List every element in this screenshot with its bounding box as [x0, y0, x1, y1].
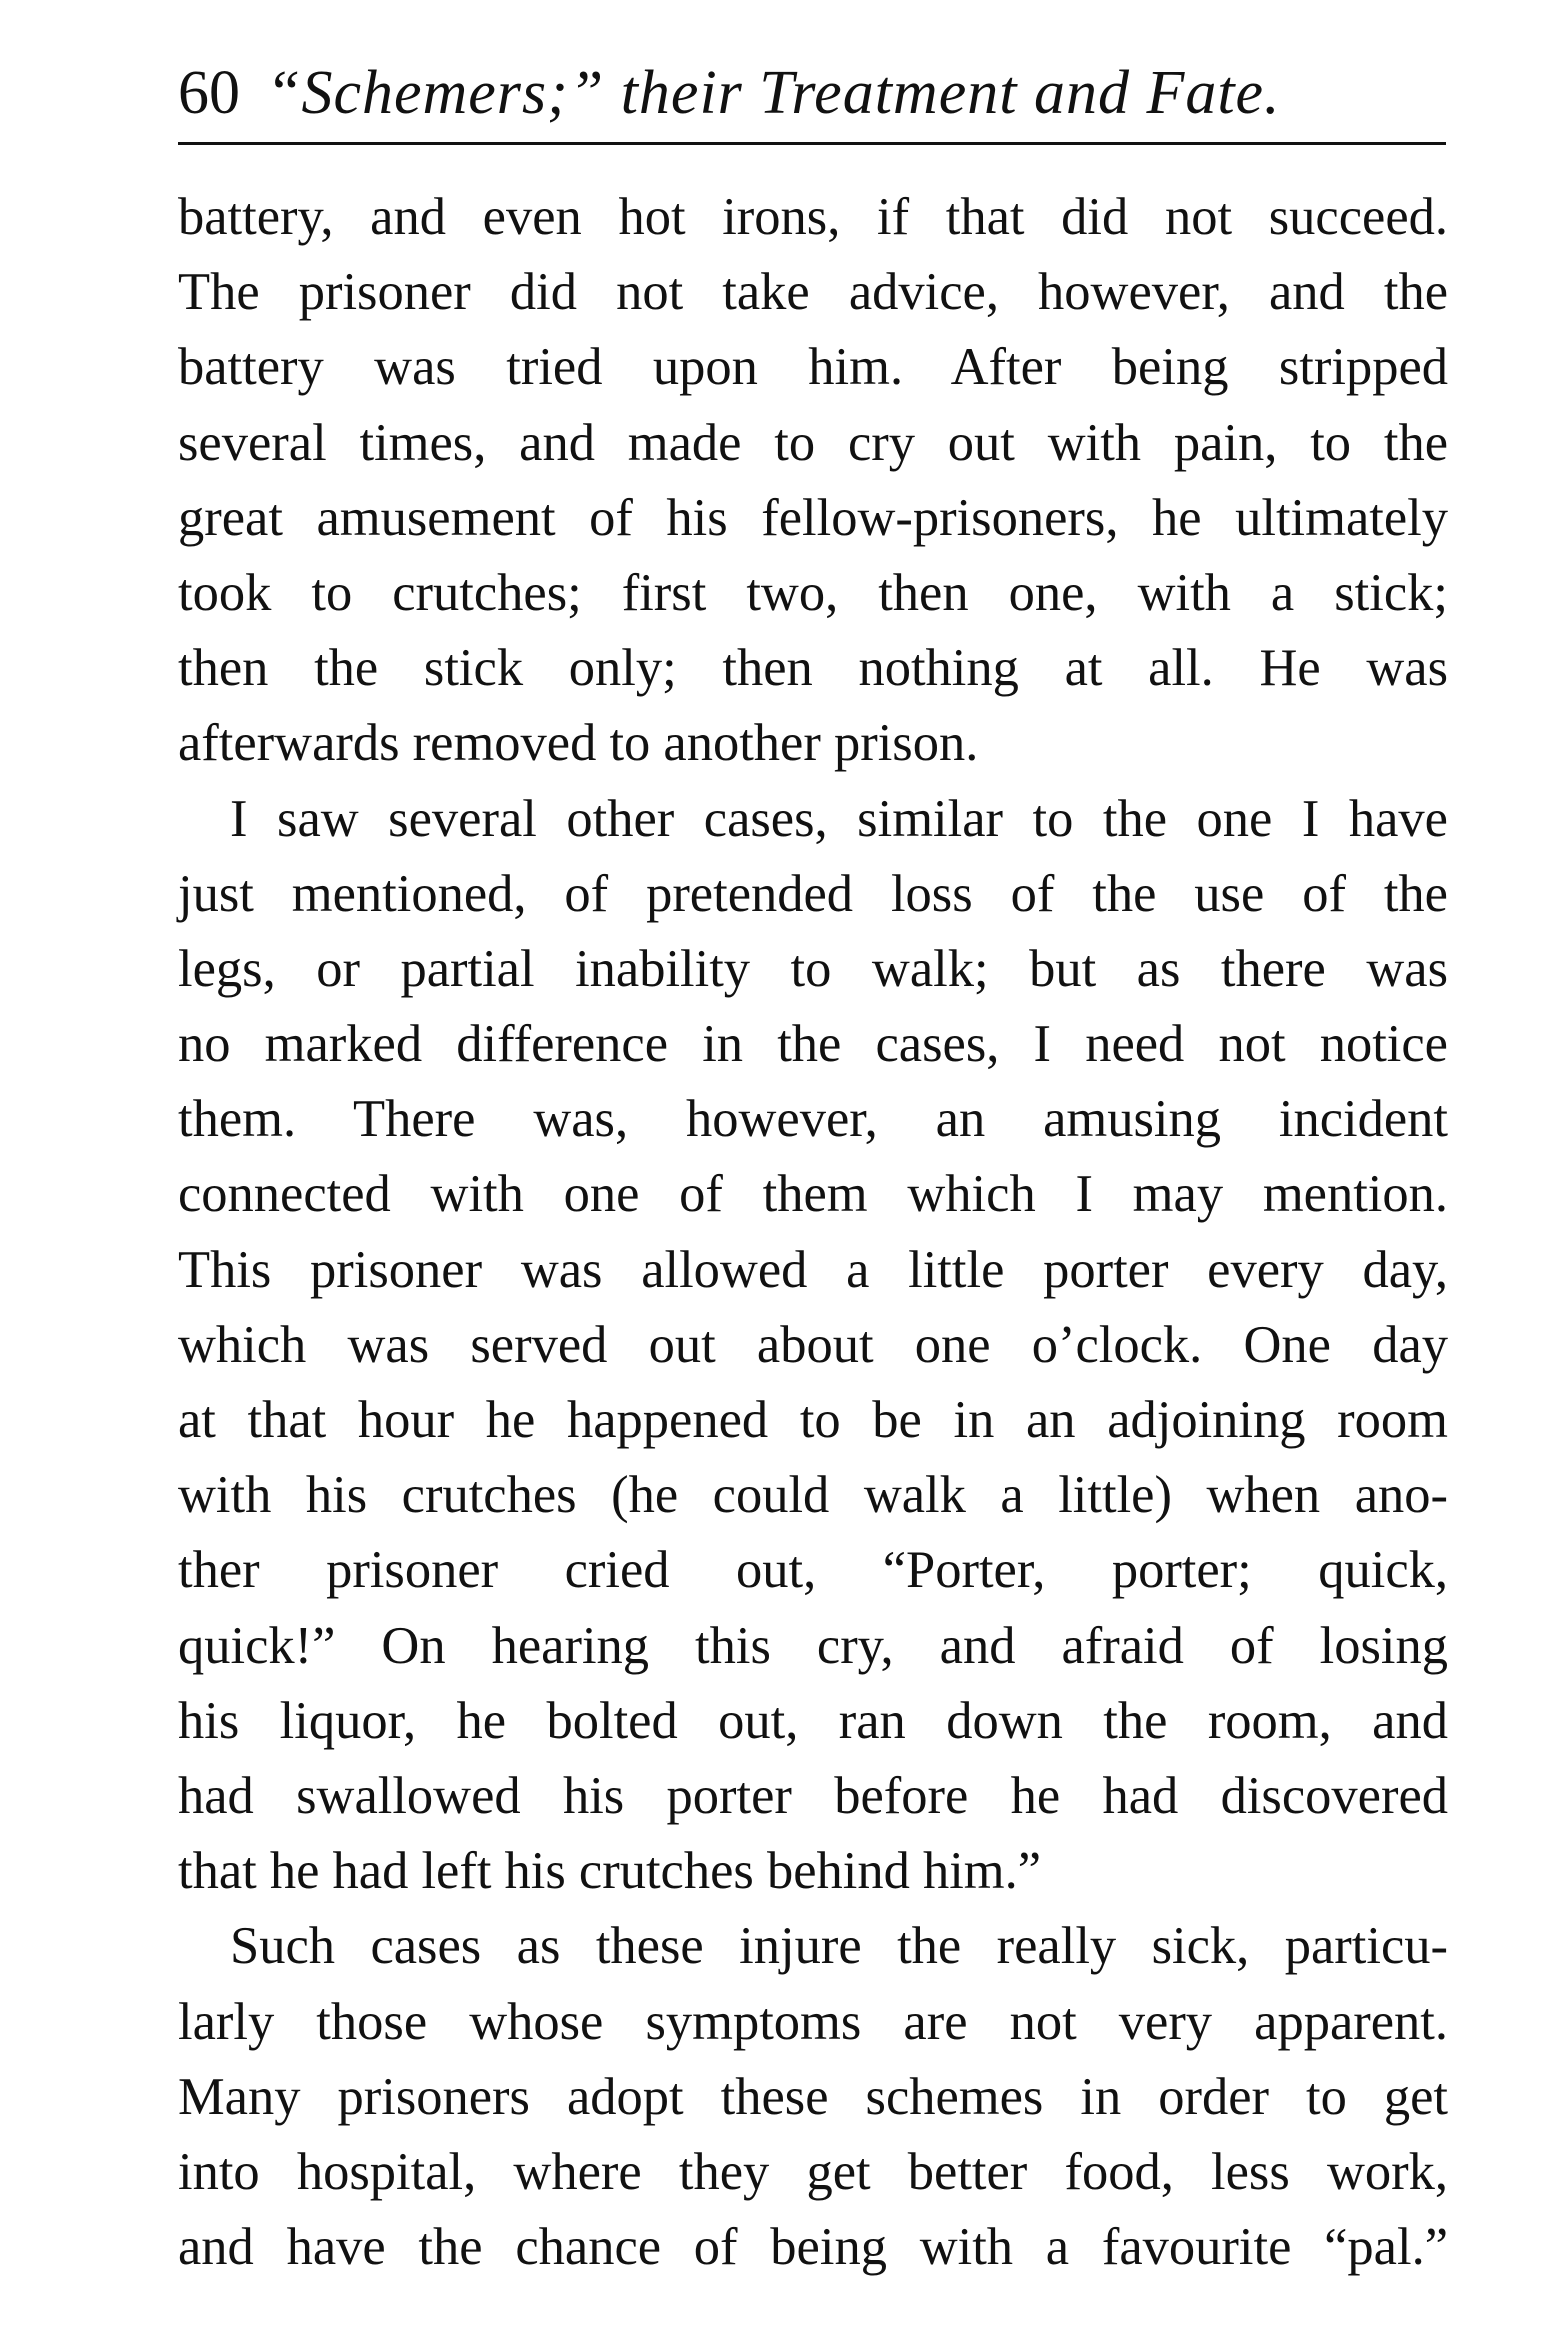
text-line: then the stick only; then nothing at all. He was: [178, 639, 1448, 698]
text-line: them. There was, however, an amusing incident: [178, 1090, 1448, 1149]
text-line: his liquor, he bolted out, ran down the room, and: [178, 1691, 1448, 1750]
text-line: The prisoner did not take advice, however, and the: [178, 263, 1448, 322]
text-line: no marked difference in the cases, I need not notice: [178, 1015, 1448, 1074]
text-line: quick!” On hearing this cry, and afraid of losing: [178, 1616, 1448, 1675]
paragraph-2: [178, 782, 1448, 1910]
page-number: 60: [178, 59, 240, 127]
running-title: “Schemers;” their Treatment and Fate.: [266, 59, 1281, 127]
text-line: afterwards removed to another prison.: [178, 714, 979, 773]
text-line: I saw several other cases, similar to the one I have: [230, 789, 1448, 848]
text-line: which was served out about one o’clock. One day: [178, 1315, 1448, 1374]
body-text: [178, 180, 1448, 2285]
text-line: This prisoner was allowed a little porter every day,: [178, 1240, 1448, 1299]
text-line: and have the chance of being with a favourite “pal.”: [178, 2218, 1448, 2277]
text-line: into hospital, where they get better food, less work,: [178, 2142, 1448, 2201]
text-line: connected with one of them which I may mention.: [178, 1165, 1448, 1224]
text-line: Many prisoners adopt these schemes in order to get: [178, 2067, 1448, 2126]
paragraph-1: [178, 180, 1448, 782]
text-line: that he had left his crutches behind him.”: [178, 1842, 1042, 1901]
text-line: legs, or partial inability to walk; but as there was: [178, 939, 1448, 998]
text-line: battery was tried upon him. After being stripped: [178, 338, 1448, 397]
text-line: battery, and even hot irons, if that did not succeed.: [178, 188, 1448, 246]
text-line: had swallowed his porter before he had discovered: [178, 1766, 1448, 1825]
text-line: with his crutches (he could walk a little) when ano-: [178, 1466, 1448, 1525]
text-line: several times, and made to cry out with pain, to the: [178, 413, 1448, 472]
header-rule: [178, 142, 1446, 145]
running-head: [178, 48, 1448, 138]
text-line: took to crutches; first two, then one, with a stick;: [178, 563, 1448, 622]
text-line: great amusement of his fellow-prisoners, he ultimately: [178, 488, 1448, 547]
paragraph-3: [178, 1909, 1448, 2285]
text-line: at that hour he happened to be in an adjoining room: [178, 1391, 1448, 1449]
text-line: ther prisoner cried out, “Porter, porter; quick,: [178, 1541, 1448, 1600]
text-line: just mentioned, of pretended loss of the use of the: [178, 864, 1448, 923]
text-line: Such cases as these injure the really sick, particu-: [230, 1917, 1448, 1976]
text-line: larly those whose symptoms are not very apparent.: [178, 1992, 1448, 2051]
